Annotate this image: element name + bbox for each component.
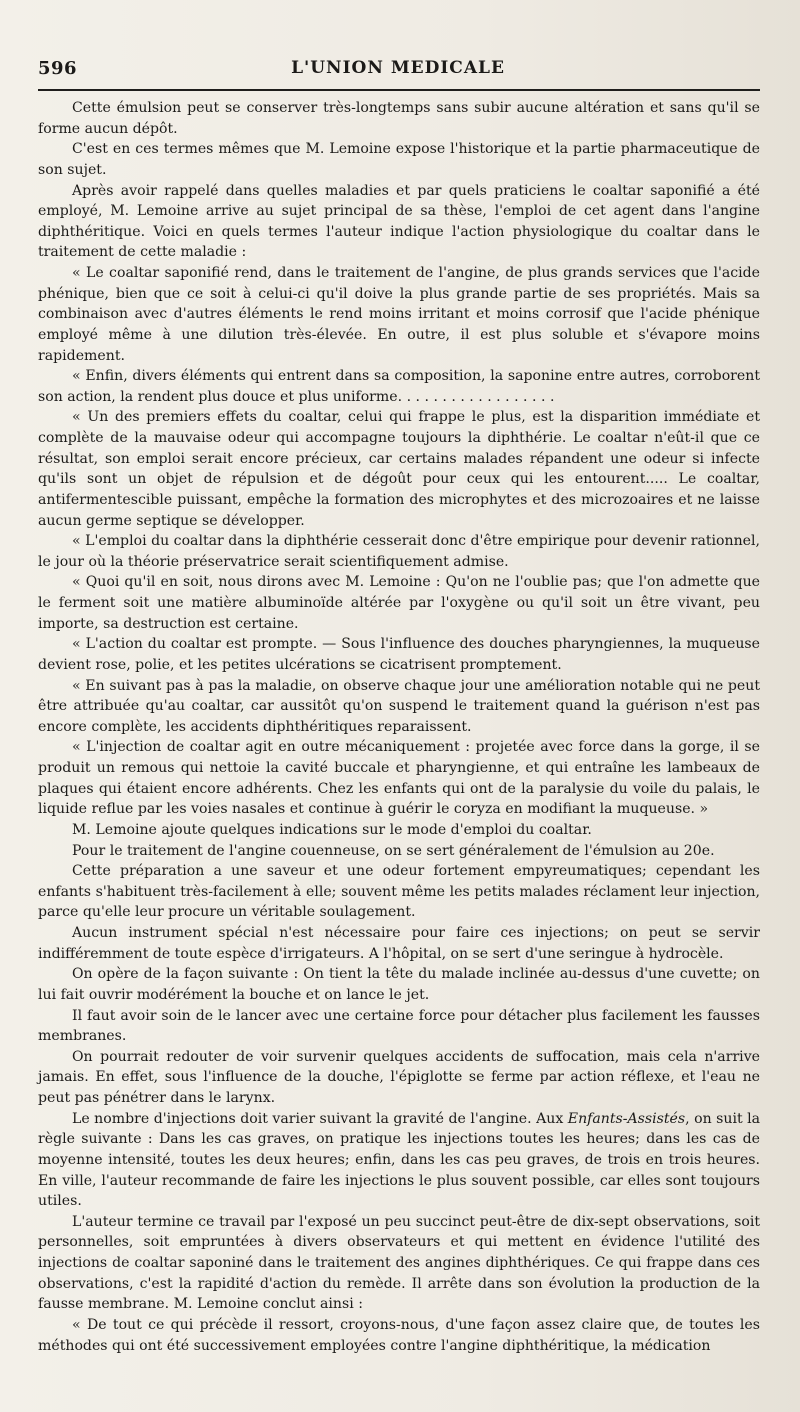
page-header xyxy=(38,58,758,86)
page-number: 596 xyxy=(38,58,78,79)
quote-paragraph: « Quoi qu'il en soit, nous dirons avec M. Lemoine : Qu'on ne l'oublie pas; que l'on admette que le ferment soit une matière albuminoïde altérée par l'oxygène ou qu'il soit un être vivant, peu importe, sa destruction est certaine. xyxy=(38,574,760,632)
quote-paragraph: « En suivant pas à pas la maladie, on observe chaque jour une amélioration notable qui ne peut être attribuée qu'au coaltar, car aussitôt qu'on suspend le traitement quand la guérison n'est pas encore complète, les accidents diphthéritiques reparaissent. xyxy=(38,677,760,735)
quote-paragraph: « L'injection de coaltar agit en outre mécaniquement : projetée avec force dans la gorge, il se produit un remous qui nettoie la cavité buccale et pharyngienne, et qui entraîne les lambeaux de plaques qui étaient encore adhérents. Chez les enfants qui ont de la paralysie du voile du palais, le liquide reflue par les voies nasales et continue à guérir le coryza en modifiant la muqueuse. » xyxy=(38,739,760,818)
quote-paragraph: « L'action du coaltar est prompte. — Sous l'influence des douches pharyngiennes, la muqueuse devient rose, polie, et les petites ulcérations se cicatrisent promptement. xyxy=(38,636,760,673)
paragraph: M. Lemoine ajoute quelques indications sur le mode d'emploi du coaltar. xyxy=(72,821,592,838)
paragraph: Cette préparation a une saveur et une odeur fortement empyreumatiques; cependant les enfants s'habituent très-facilement à elle; souvent même les petits malades réclament leur injection, parce qu'elle leur procure un véritable soulagement. xyxy=(38,863,760,921)
paragraph: Le nombre d'injections doit varier suivant la gravité de l'angine. Aux Enfants-Assistés, on suit la règle suivante : Dans les cas graves, on pratique les injections toutes les heures; dans les cas de moyenne intensité, toutes les deux heures; enfin, dans les cas peu graves, de trois en trois heures. En ville, l'auteur recommande de faire les injections le plus souvent possible, car elles sont toujours utiles. xyxy=(38,1110,761,1210)
paragraph: On pourrait redouter de voir survenir quelques accidents de suffocation, mais cela n'arrive jamais. En effet, sous l'influence de la douche, l'épiglotte se ferme par action réflexe, et l'eau ne peut pas pénétrer dans le larynx. xyxy=(38,1048,760,1106)
quote-paragraph: « Enfin, divers éléments qui entrent dans sa composition, la saponine entre autres, corroborent son action, la rendent plus douce et plus uniforme. . . . . . . . . . . . . . . . . . xyxy=(38,368,760,405)
paragraph: L'auteur termine ce travail par l'exposé un peu succinct peut-être de dix-sept observations, soit personnelles, soit empruntées à divers observateurs et qui mettent en évidence l'utilité des injections de coaltar saponiné dans le traitement des angines diphthériques. Ce qui frappe dans ces observations, c'est la rapidité d'action du remède. Il arrête dans son évolution la production de la fausse membrane. M. Lemoine conclut ainsi : xyxy=(38,1213,760,1313)
quote-paragraph: « Le coaltar saponifié rend, dans le traitement de l'angine, de plus grands services que l'acide phénique, bien que ce soit à celui-ci qu'il doive la plus grande partie de ses propriétés. Mais sa combinaison avec d'autres éléments le rend moins irritant et moins corrosif que l'acide phénique employé même à une dilution très-élevée. En outre, il est plus soluble et s'évapore moins rapidement. xyxy=(38,265,760,364)
paragraph: Il faut avoir soin de le lancer avec une certaine force pour détacher plus facilement les fausses membranes. xyxy=(38,1007,760,1045)
quote-paragraph: « L'emploi du coaltar dans la diphthérie cesserait donc d'être empirique pour devenir rationnel, le jour où la théorie préservatrice serait scientifiquement admise. xyxy=(38,533,760,570)
italic-term: Enfants-Assistés xyxy=(567,1110,686,1127)
quote-paragraph: « De tout ce qui précède il ressort, croyons-nous, d'une façon assez claire que, de toutes les méthodes qui ont été successivement employées contre l'angine diphthéritique, la médication xyxy=(38,1316,760,1354)
header-rule xyxy=(38,89,760,91)
paragraph: Pour le traitement de l'angine couenneuse, on se sert généralement de l'émulsion au 20e. xyxy=(72,842,715,859)
article-body xyxy=(38,98,760,1356)
quote-paragraph: « Un des premiers effets du coaltar, celui qui frappe le plus, est la disparition immédiate et complète de la mauvaise odeur qui accompagne toujours la diphthérie. Le coaltar n'eût-il que ce résultat, son emploi serait encore précieux, car certains malades répandent une odeur si infecte qu'ils sont un objet de répulsion et de dégoût pour ceux qui les entourent..... Le coaltar, antifermentescible puissant, empêche la formation des microphytes et des microzoaires et ne laisse aucun germe septique se développer. xyxy=(38,409,760,529)
paragraph: On opère de la façon suivante : On tient la tête du malade inclinée au-dessus d'une cuvette; on lui fait ouvrir modérément la bouche et on lance le jet. xyxy=(38,966,760,1003)
paragraph: Cette émulsion peut se conserver très-longtemps sans subir aucune altération et sans qu'il se forme aucun dépôt. xyxy=(38,100,760,137)
paragraph: Aucun instrument spécial n'est nécessaire pour faire ces injections; on peut se servir indifféremment de toute espèce d'irrigateurs. A l'hôpital, on se sert d'une seringue à hydrocèle. xyxy=(38,925,760,962)
paragraph: Après avoir rappelé dans quelles maladies et par quels praticiens le coaltar saponifié a été employé, M. Lemoine arrive au sujet principal de sa thèse, l'emploi de cet agent dans l'angine diphthéritique. Voici en quels termes l'auteur indique l'action physiologique du coaltar dans le traitement de cette maladie : xyxy=(38,182,760,261)
paragraph: C'est en ces termes mêmes que M. Lemoine expose l'historique et la partie pharmaceutique de son sujet. xyxy=(38,141,760,178)
journal-title: L'UNION MEDICALE xyxy=(291,58,505,78)
